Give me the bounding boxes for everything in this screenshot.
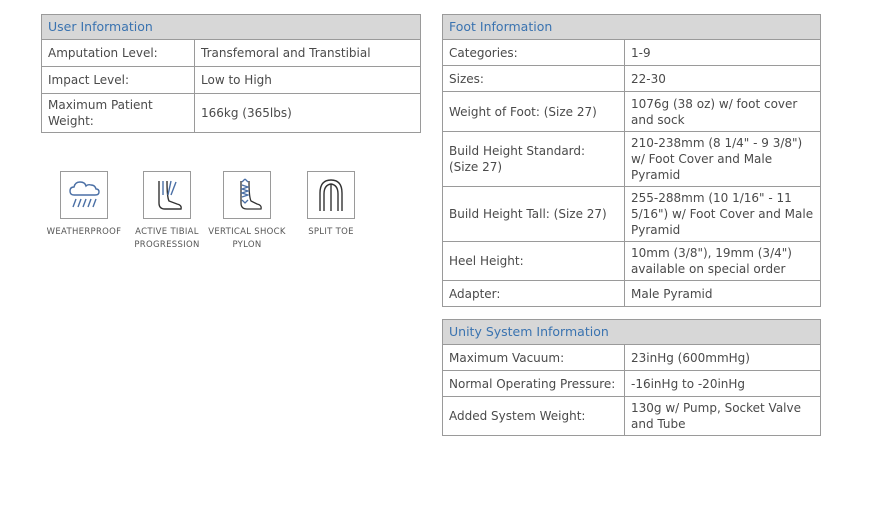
feature-label: ACTIVE TIBIAL PROGRESSION <box>134 227 200 250</box>
user-information-header: User Information <box>42 15 421 40</box>
table-row <box>443 242 821 281</box>
active-tibial-progression-icon <box>143 171 191 219</box>
row-label: Added System Weight: <box>443 397 625 436</box>
user-information-table <box>41 14 421 133</box>
table-row <box>443 345 821 371</box>
table-row <box>443 371 821 397</box>
feature-split-toe <box>291 171 371 239</box>
row-label: Heel Height: <box>443 242 625 281</box>
feature-active-tibial-progression <box>127 171 207 252</box>
row-value: 23inHg (600mmHg) <box>625 345 821 371</box>
row-label: Adapter: <box>443 281 625 307</box>
foot-information-table <box>442 14 821 307</box>
unity-system-information-header: Unity System Information <box>443 320 821 345</box>
row-label: Normal Operating Pressure: <box>443 371 625 397</box>
row-value: 166kg (365lbs) <box>195 94 421 133</box>
table-row <box>42 67 421 94</box>
row-value: Transfemoral and Transtibial <box>195 40 421 67</box>
table-row <box>443 40 821 66</box>
unity-system-information-table <box>442 319 821 436</box>
table-row <box>42 40 421 67</box>
row-label: Build Height Tall: (Size 27) <box>443 187 625 242</box>
split-toe-icon <box>307 171 355 219</box>
row-value: 22-30 <box>625 66 821 92</box>
row-value: 210-238mm (8 1/4" - 9 3/8") w/ Foot Cover and Male Pyramid <box>625 132 821 187</box>
row-value: -16inHg to -20inHg <box>625 371 821 397</box>
table-row <box>42 94 421 133</box>
table-row <box>443 397 821 436</box>
feature-vertical-shock-pylon <box>207 171 287 252</box>
row-label: Amputation Level: <box>42 40 195 67</box>
table-row <box>443 281 821 307</box>
row-value: 255-288mm (10 1/16" - 11 5/16") w/ Foot Cover and Male Pyramid <box>625 187 821 242</box>
weatherproof-icon <box>60 171 108 219</box>
row-value: 1076g (38 oz) w/ foot cover and sock <box>625 92 821 132</box>
feature-label: SPLIT TOE <box>308 227 354 237</box>
vertical-shock-pylon-icon <box>223 171 271 219</box>
row-label: Sizes: <box>443 66 625 92</box>
row-label: Maximum Vacuum: <box>443 345 625 371</box>
feature-label: VERTICAL SHOCK PYLON <box>208 227 286 250</box>
row-value: 10mm (3/8"), 19mm (3/4") available on special order <box>625 242 821 281</box>
row-label: Categories: <box>443 40 625 66</box>
row-value: 130g w/ Pump, Socket Valve and Tube <box>625 397 821 436</box>
row-value: 1-9 <box>625 40 821 66</box>
row-label: Build Height Standard: (Size 27) <box>443 132 625 187</box>
table-row <box>443 187 821 242</box>
row-label: Maximum Patient Weight: <box>42 94 195 133</box>
row-label: Weight of Foot: (Size 27) <box>443 92 625 132</box>
table-row <box>443 132 821 187</box>
foot-information-header: Foot Information <box>443 15 821 40</box>
table-row <box>443 92 821 132</box>
row-value: Low to High <box>195 67 421 94</box>
row-label: Impact Level: <box>42 67 195 94</box>
table-row <box>443 66 821 92</box>
feature-weatherproof <box>44 171 124 239</box>
feature-label: WEATHERPROOF <box>46 227 122 237</box>
row-value: Male Pyramid <box>625 281 821 307</box>
